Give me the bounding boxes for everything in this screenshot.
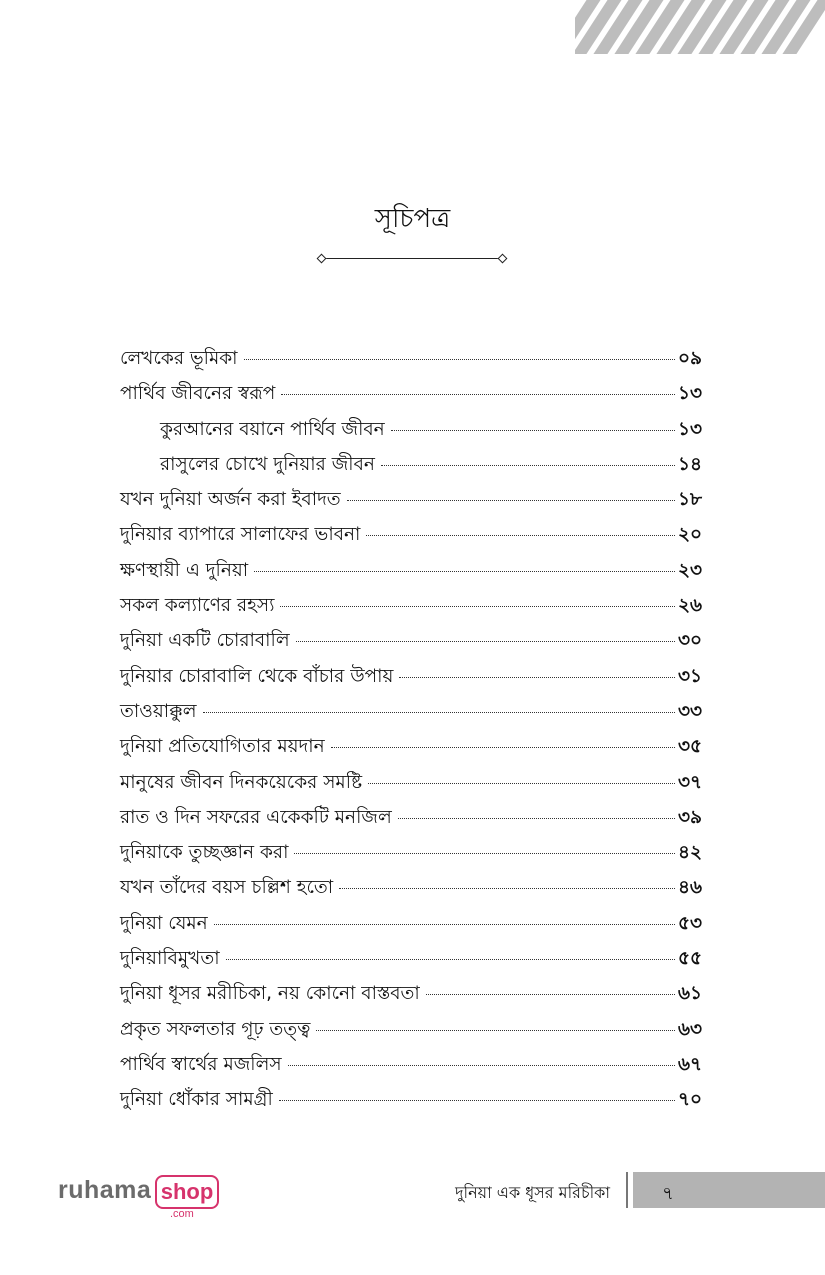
- toc-entry-title: সকল কল্যাণের রহস্য: [120, 595, 275, 617]
- toc-entry-page: ৩৭: [677, 771, 702, 793]
- dot-leader: [368, 783, 675, 784]
- toc-entry-page: ২৬: [677, 595, 702, 617]
- toc-entry-title: ক্ষণস্থায়ী এ দুনিয়া: [120, 559, 249, 581]
- dot-leader: [398, 818, 675, 819]
- toc-entry-page: ৩৩: [677, 700, 702, 722]
- dot-leader: [366, 535, 675, 536]
- toc-entry[interactable]: [120, 379, 702, 414]
- dot-leader: [280, 606, 674, 607]
- toc-entry[interactable]: [120, 344, 702, 379]
- dot-leader: [214, 924, 675, 925]
- toc-entry-title: রাসুলের চোখে দুনিয়ার জীবন: [160, 453, 375, 475]
- dot-leader: [226, 959, 675, 960]
- toc-entry-page: ৪২: [677, 842, 702, 864]
- toc-entry-page: ১৩: [677, 418, 702, 440]
- dot-leader: [381, 465, 675, 466]
- footer-divider: [626, 1172, 628, 1208]
- logo-text-ruhama: ruhama: [58, 1176, 152, 1204]
- toc-entry-title: দুনিয়াকে তুচ্ছজ্ঞান করা: [120, 842, 289, 864]
- decorative-stripes: [575, 0, 825, 54]
- toc-entry-page: ৬৭: [677, 1053, 702, 1075]
- toc-entry-page: ১৪: [677, 453, 702, 475]
- logo-text-shop: shop: [155, 1175, 219, 1209]
- toc-entry[interactable]: [120, 1085, 702, 1120]
- toc-entry-title: পার্থিব স্বার্থের মজলিস: [120, 1053, 282, 1075]
- toc-entry-title: দুনিয়া যেমন: [120, 912, 208, 934]
- title-divider: [322, 258, 502, 259]
- footer-book-title: দুনিয়া এক ধূসর মরিচীকা: [455, 1183, 610, 1202]
- toc-entry[interactable]: [120, 485, 702, 520]
- toc-entry-page: ৩৫: [677, 736, 702, 758]
- toc-entry-page: ২৩: [677, 559, 702, 581]
- toc-entry-title: দুনিয়া ধোঁকার সামগ্রী: [120, 1089, 273, 1111]
- toc-entry-title: দুনিয়া প্রতিযোগিতার ময়দান: [120, 736, 325, 758]
- toc-entry-title: প্রকৃত সফলতার গূঢ় তত্ত্ব: [120, 1018, 311, 1040]
- dot-leader: [331, 747, 675, 748]
- toc-entry-title: মানুষের জীবন দিনকয়েকের সমষ্টি: [120, 771, 363, 793]
- toc-entry[interactable]: [120, 415, 702, 450]
- dot-leader: [399, 677, 675, 678]
- toc-entry-title: দুনিয়ার চোরাবালি থেকে বাঁচার উপায়: [120, 665, 394, 687]
- toc-entry-page: ০৯: [677, 348, 702, 369]
- toc-entry-title: তাওয়াক্কুল: [120, 700, 197, 722]
- toc-entry[interactable]: [120, 450, 702, 485]
- dot-leader: [244, 359, 675, 360]
- dot-leader: [296, 641, 675, 642]
- toc-entry-page: ৫৫: [677, 948, 702, 970]
- toc-entry-title: দুনিয়ার ব্যাপারে সালাফের ভাবনা: [120, 524, 361, 546]
- toc-entry-title: দুনিয়া ধূসর মরীচিকা, নয় কোনো বাস্তবতা: [120, 983, 420, 1005]
- toc-entry-title: রাত ও দিন সফরের একেকটি মনজিল: [120, 806, 392, 828]
- table-of-contents: [120, 344, 702, 1121]
- dot-leader: [426, 994, 675, 995]
- toc-entry[interactable]: [120, 556, 702, 591]
- toc-entry-title: দুনিয়াবিমুখতা: [120, 948, 220, 970]
- toc-entry-title: দুনিয়া একটি চোরাবালি: [120, 630, 290, 652]
- toc-entry-title: যখন তাঁদের বয়স চল্লিশ হতো: [120, 877, 334, 899]
- dot-leader: [316, 1030, 675, 1031]
- toc-entry[interactable]: [120, 662, 702, 697]
- logo-text-com: .com: [170, 1208, 194, 1220]
- toc-entry-page: ৫৩: [677, 912, 702, 934]
- toc-entry-page: ৩৯: [677, 806, 702, 828]
- dot-leader: [288, 1065, 675, 1066]
- toc-entry[interactable]: [120, 1015, 702, 1050]
- toc-entry[interactable]: [120, 520, 702, 555]
- toc-entry[interactable]: [120, 803, 702, 838]
- toc-entry-title: পার্থিব জীবনের স্বরূপ: [120, 383, 276, 405]
- toc-entry[interactable]: [120, 697, 702, 732]
- toc-entry[interactable]: [120, 944, 702, 979]
- toc-entry-page: ৭০: [677, 1089, 702, 1111]
- toc-entry[interactable]: [120, 838, 702, 873]
- dot-leader: [203, 712, 675, 713]
- dot-leader: [281, 394, 675, 395]
- toc-entry[interactable]: [120, 768, 702, 803]
- dot-leader: [347, 500, 675, 501]
- toc-entry-title: যখন দুনিয়া অর্জন করা ইবাদত: [120, 489, 341, 511]
- toc-entry[interactable]: [120, 732, 702, 767]
- toc-entry[interactable]: [120, 626, 702, 661]
- page-title: সূচিপত্র: [374, 204, 451, 234]
- toc-entry-page: ২০: [677, 524, 702, 546]
- toc-entry-page: ৩০: [677, 630, 702, 652]
- toc-entry[interactable]: [120, 591, 702, 626]
- toc-entry-page: ১৮: [677, 489, 702, 511]
- toc-entry[interactable]: [120, 909, 702, 944]
- dot-leader: [254, 571, 675, 572]
- toc-entry-page: ১৩: [677, 383, 702, 405]
- footer-page-number: ৭: [662, 1183, 674, 1204]
- toc-entry-page: ৩১: [677, 665, 702, 687]
- dot-leader: [279, 1100, 675, 1101]
- toc-entry-page: ৬১: [677, 983, 702, 1005]
- dot-leader: [294, 853, 675, 854]
- toc-entry-title: কুরআনের বয়ানে পার্থিব জীবন: [160, 418, 385, 440]
- toc-entry[interactable]: [120, 1050, 702, 1085]
- toc-entry-page: ৬৩: [677, 1018, 702, 1040]
- toc-entry[interactable]: [120, 979, 702, 1014]
- toc-entry-title: লেখকের ভূমিকা: [120, 348, 238, 369]
- dot-leader: [339, 888, 675, 889]
- toc-entry-page: ৪৬: [677, 877, 702, 899]
- dot-leader: [391, 430, 675, 431]
- toc-entry[interactable]: [120, 873, 702, 908]
